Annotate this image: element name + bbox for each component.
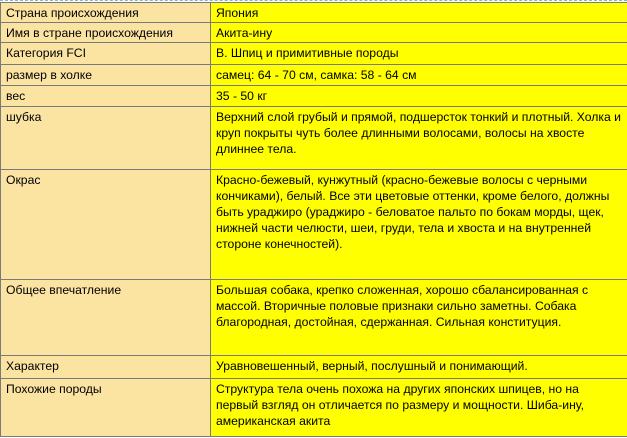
- row-label: Окрас: [1, 170, 211, 280]
- table-row-height: [1, 65, 627, 86]
- row-value: Уравновешенный, верный, послушный и понимающий.: [211, 356, 627, 379]
- row-value: 35 - 50 кг: [211, 86, 627, 107]
- row-label: Общее впечатление: [1, 280, 211, 356]
- row-label: шубка: [1, 107, 211, 170]
- table-row-origin-country: [1, 3, 627, 23]
- row-value: Верхний слой грубый и прямой, подшерсток тонкий и плотный. Холка и круп покрыты чуть более длинными волосами, волосы на хвосте длиннее тела.: [211, 107, 627, 170]
- row-label: Похожие породы: [1, 379, 211, 437]
- table-row-native-name: [1, 23, 627, 43]
- table-row-coat: [1, 107, 627, 170]
- row-value: Структура тела очень похожа на других японских шпицев, но на первый взгляд он отличается по размеру и мощности. Шиба-ину, американская акита: [211, 379, 627, 437]
- row-value: Большая собака, крепко сложенная, хорошо сбалансированная с массой. Вторичные половые признаки сильно заметны. Собака благородная, достойная, сдержанная. Сильная конституция.: [211, 280, 627, 356]
- row-value: Красно-бежевый, кунжутный (красно-бежевые волосы с черными кончиками), белый. Все эти цветовые оттенки, кроме белого, должны быть ураджиро (ураджиро - беловатое пальто по бокам морды, щек, нижней части челюсти, шеи, груди, тела и хвоста и на внутренней стороне конечностей).: [211, 170, 627, 280]
- row-value: Япония: [211, 3, 627, 23]
- row-label: Категория FCI: [1, 43, 211, 65]
- row-label: Характер: [1, 356, 211, 379]
- table-row-color: [1, 170, 627, 280]
- breed-info-table: [0, 2, 627, 437]
- row-value: B. Шпиц и примитивные породы: [211, 43, 627, 65]
- row-label: вес: [1, 86, 211, 107]
- row-label: размер в холке: [1, 65, 211, 86]
- row-label: Страна происхождения: [1, 3, 211, 23]
- table-row-general-impression: [1, 280, 627, 356]
- row-value: самец: 64 - 70 см, самка: 58 - 64 см: [211, 65, 627, 86]
- table-row-similar-breeds: [1, 379, 627, 437]
- table-row-weight: [1, 86, 627, 107]
- row-label: Имя в стране происхождения: [1, 23, 211, 43]
- row-value: Акита-ину: [211, 23, 627, 43]
- table-row-temperament: [1, 356, 627, 379]
- table-row-fci-category: [1, 43, 627, 65]
